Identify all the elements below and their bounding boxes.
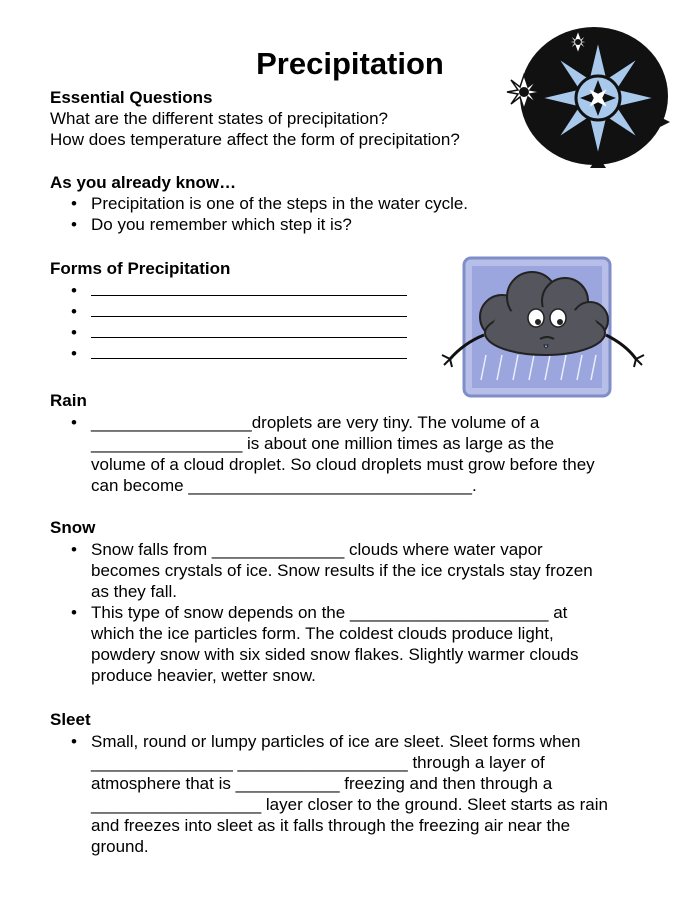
essential-question-2: How does temperature affect the form of precipitation? xyxy=(50,130,460,149)
page-title: Precipitation xyxy=(256,46,444,81)
blank-item: • xyxy=(50,343,407,364)
snow-list xyxy=(50,539,593,686)
blank-item: • xyxy=(50,322,407,343)
essential-questions-heading: Essential Questions xyxy=(50,88,213,107)
blank-item: • xyxy=(50,280,407,301)
forms-heading: Forms of Precipitation xyxy=(50,259,231,278)
snow-heading: Snow xyxy=(50,518,96,537)
blank-line xyxy=(91,283,407,296)
list-item: • Do you remember which step it is? xyxy=(71,215,352,234)
list-item: • Precipitation is one of the steps in the water cycle. xyxy=(71,194,469,213)
blank-line xyxy=(91,346,407,359)
blank-item: • xyxy=(50,301,407,322)
already-know-list xyxy=(50,193,468,235)
sleet-heading: Sleet xyxy=(50,710,91,729)
rain-heading: Rain xyxy=(50,391,87,410)
list-item: • Small, round or lumpy particles of ice are sleet. Sleet forms when _______________ __________________ through a layer of atmosphere that is ___________ freezing and then through a __________________ layer closer to the ground. Sleet starts as rain and freezes into sleet as it falls through the freezing air near the ground. xyxy=(71,732,608,856)
essential-question-1: What are the different states of precipitation? xyxy=(50,109,388,128)
rain-list xyxy=(50,412,595,496)
list-item: • _________________droplets are very tiny. The volume of a ________________ is about one million times as large as the volume of a cloud droplet. So cloud droplets must grow before they can become ______________________________. xyxy=(71,413,595,495)
list-item: • This type of snow depends on the _____________________ at which the ice particles form. The coldest clouds produce light, powdery snow with six sided snow flakes. Slightly warmer clouds produce heavier, wetter snow. xyxy=(71,603,579,685)
already-know-heading: As you already know… xyxy=(50,173,237,192)
sleet-list xyxy=(50,731,608,857)
rain-cloud-illustration xyxy=(440,255,650,400)
blank-line xyxy=(91,325,407,338)
blank-line xyxy=(91,304,407,317)
list-item: • Snow falls from ______________ clouds where water vapor becomes crystals of ice. Snow results if the ice crystals stay frozen as they fall. xyxy=(71,540,593,601)
snowflake-illustration xyxy=(498,26,670,168)
forms-blank-list xyxy=(50,280,407,364)
